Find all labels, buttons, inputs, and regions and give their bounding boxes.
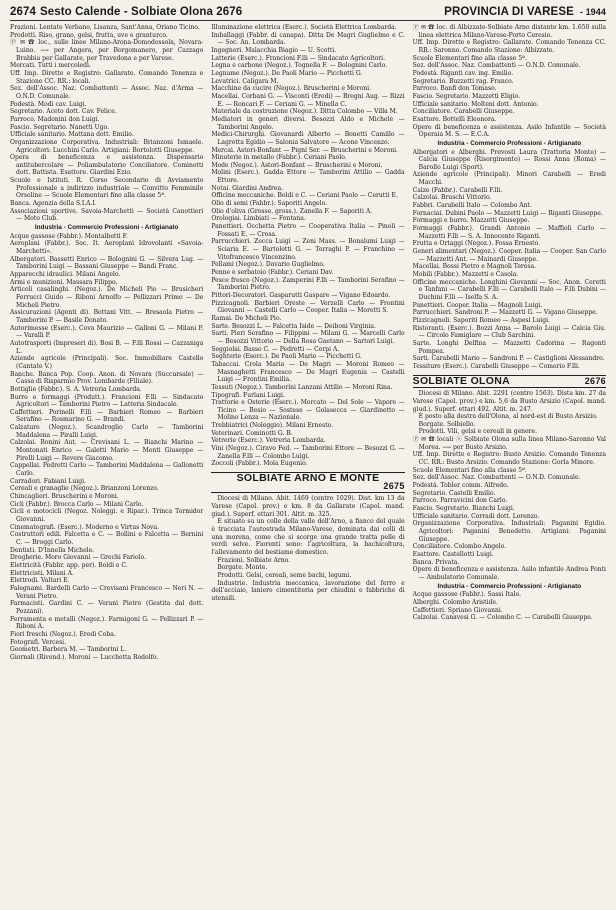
directory-entry: Sez. dell'Assoc. Naz. Combattenti — O.N.D. Comunale. [412,474,581,482]
directory-entry: Levatrici. Caligara M. [211,77,279,85]
directory-entry: Aziende agricole (Principali). Soc. Immobiliare Castello (Cantate V.) [10,355,204,370]
directory-entry: Carradori. Fabiani Luigi. [10,477,86,485]
directory-entry: Trattorie e Osterie (Eserc.). Mercato — Del Sole — Vapore — Ticino — Besio — Sostese — Golasecca — Giardinetto — Molino Lenza — Nazionale. [211,399,405,422]
directory-entry: Olio d'oliva (Grosse. gross.). Zanella F. — Saporiti A. [211,207,373,215]
directory-entry: Illuminazione elettrica (Eserc.). Società Elettrica Lombarda. [211,24,397,31]
town-title: SOLBIATE OLONA [412,374,510,387]
directory-entry: Scuole e Istituti. R. Corso Secondario di Avviamento Professionale a indirizzo industriale — Convitto Femminile Orsoline — Scuole Elementari fino alla classe 5ª. [10,177,204,200]
directory-entry: Articoli casalinghi. (Negoz.). De Micheli Pio — Brusicheri Ferrucci Guido — Riboni Arnolfo — Pellizzari Primo — De Micheli Pietro. [10,286,204,309]
directory-entry: Legname (Negoz.). De Paoli Mario — Picchetti G. [211,69,363,77]
directory-entry: Tessiture (Eserc.). Carabelli Giuseppe — Comerio F.lli. [412,362,580,370]
directory-entry: Sarte. Longhi Delfina — Mazzetti Cadorina — Ragonti Pompea. [412,339,606,355]
directory-entry: Vini (Negoz.). Ciravo Fed. — Tamborini Ettore — Besozzi G. — Zanella F.lli — Colombo Luigi. [211,445,405,460]
directory-entry: Elettricisti. Milani A. [10,569,74,577]
directory-entry: Conciliatore. Carabelli Giuseppe. [412,108,515,116]
directory-entry: Apparecchi idraulici. Milani Angelo. [10,271,121,278]
sesto-calende-trades-cont [211,24,404,468]
header-title: Sesto Calende - Solbiate Olona 2676 [39,6,243,18]
directory-entry: Frazioni. Lentate Verbano, Lisanza, Sant'Anna, Oriano Ticino. [10,24,200,31]
directory-entry: Mercai. Astori-Bonfant — Pigni Ser. — Bruscherini e Moroni. [211,146,398,154]
directory-entry: Parrucchieri. Sandroni P. — Mazzetti G. — Vigano Giuseppe. [412,309,598,317]
section-heading: Industria - Commercio Professioni - Artigianato [34,224,179,232]
directory-entry: Mobili (Fabbr.). Mazzetti e Casola. [412,271,519,278]
directory-entry: Farmacisti. Gardini C. — Verani Pietro (Gestita dal dott. Pezzani). [10,600,204,615]
directory-entry: Imballaggi (Fabbr. di canapa). Ditta De Magri Guglielmo e C. — Soc. An. Lombarda. [211,31,405,47]
directory-entry: Uff. Imp. Dirette e Registro: Gallarate. Comando Tenenza e Stazione CC. RR.: locali. [10,69,204,85]
directory-entry: Geometri. Barbera M. — Tamborini L. [10,646,127,654]
directory-entry: Seggiolai. Basso C. — Pedretti — Cerpi A. [211,345,340,353]
directory-entry: Scuole Elementari fino alla classe 5ª. [412,466,527,474]
directory-entry: Tipografi. Furlani Luigi. [211,391,285,399]
town-number: 2675 [383,480,405,491]
directory-entry: Calzature (Negoz.). Scandroglio Carlo — Tamborini Maddalena — Piralli Luigi. [10,424,204,439]
directory-entry: Fiori freschi (Negoz.). Eredi Coba. [10,630,116,638]
directory-entry: Cappellai. Pedretti Carlo — Tamborini Maddalena — Gallonetti Carlo. [10,462,204,478]
directory-entry: Ingegneri. Malacchia Biagio — U. Scotti. [211,46,337,54]
directory-entry: Acque gassose (Fabbr.). Sassi Italo. [412,591,522,599]
directory-entry: Tessuti (Negoz.). Tamborini Lanzani Attilio — Moroni Rina. [211,383,393,391]
town-prodotti: Prodotti. Vili, gelsi e cereali in genere. [418,428,538,436]
town-heading-solbiate-olona [413,375,606,389]
directory-entry: Podestà. Riganti cav. ing. Emilio. [412,69,514,77]
directory-entry: Macchine da cucire (Negoz.). Bruscherini e Moroni. [211,85,371,93]
directory-entry: Ufficiale sanitario. Mattana dott. Emilio. [10,131,134,139]
directory-entry: Esattore. Bottelli Eleonora. [412,115,497,123]
directory-entry: Chincaglieri. Bruscherini e Moroni. [10,493,119,501]
directory-entry: Officine meccaniche. Boldi e C. — Ceriani Paolo — Cerutti E. [211,192,398,200]
directory-entry: Pittori-Decoratori. Gasparutti Gaspare — Vigano Edoardo. [211,291,391,299]
directory-entry: Opere di beneficenza e assistenza. Asilo Infantile — Società Operaia M. S. — E.C.A. [412,123,606,139]
directory-entry: Formaggi (Fabbr.). Grandi Antonio — Maffioli Carlo — Mazzetti F.lli — S. A. Innocente Riganti. [412,225,606,240]
directory-entry: Fornaciai. Dubini Paolo — Mazzetti Luigi — Riganti Giuseppe. [412,209,603,217]
town-industrie: Industrie. Industria meccanica, lavorazione del ferro e dell'acciaio, laniere cimentiteria per chiudini e fabbriche di utensili. [211,579,405,602]
directory-entry: Olio di semi (Fabbr.). Saporiti Angelo. [211,200,328,208]
directory-entry: Dentisti. D'Innella Michele. [10,546,95,554]
town-number: 2676 [584,375,606,386]
directory-entry: Prodotti. Riso, grano, gelsi, frutta, uve e granturco. [10,31,168,39]
directory-entry: Sarti. Carabelli Mario — Sandroni P. — Castiglioni Alessandro. [412,355,605,363]
directory-entry: Esattore. Castellotti Luigi. [412,550,494,558]
directory-entry: Fotografi. Vercesi. [10,638,67,646]
directory-entry: Organizzazione Corporativa. Industriali: Paganini Egidio. Agricoltori: Paganini Benedetto. Artigiani: Paganini Giuseppe. [412,520,606,543]
directory-entry: Fascio. Segretario. Nanetti Ugo. [10,123,109,131]
directory-entry: Costruttori edili. Falcetta e C. — Bollini e Falcetta — Bernini C. — Broggi Carlo. [10,531,204,546]
directory-entry: Trebbiatrici (Noleggio). Milani Ernesto. [211,422,334,430]
directory-entry: Autotrasporti (Impreseri di). Bosi B. — F.lli Rossi — Cazzaniga L. [10,339,204,355]
directory-entry: Cinematografi. (Eserc.). Moderno e Virtus Nova. [10,523,159,531]
directory-entry: Aeroplani (Fabbr.). Soc. It. Aeroplani Idrovolanti «Savoia-Marchetti». [10,240,204,256]
directory-entry: Macellai. Bossi Pietro e Magnoli Teresa. [412,263,537,271]
directory-entry: Aziende agricole (Principali). Minori Carabelli — Eredi Macchi. [412,171,606,187]
town-frazioni: Frazioni. Solbiate Arno. [217,556,291,564]
directory-entry: Ferramenta e metalli (Negoz.). Farmigoni G. — Pellizzari P. — Riboni A. [10,615,204,631]
directory-entry: Organizzazione Corporativa. Industriali: Brianzoni Ismaele. Agricoltori: Lucchini Carlo. Artigiani: Bortolotti Giuseppe. [10,138,204,154]
directory-entry: Notai. Giardini Andrea. [211,184,284,192]
directory-entry: Ⓟ ✉ ☎ loc., sulle linee Milano-Arona-Domodossola, Novara-Luino. ⟶ per Angera, per Borgomanero, per Cazzago Brabbia per Gallarate, per Travedona e per Varese. [10,39,204,62]
directory-entry: Conciliatore. Colombo Angelo. [412,543,507,551]
sesto-calende-trades [10,233,203,662]
directory-entry: Drogherie. Moro Giovanni — Grechi Fariolo. [10,554,146,562]
directory-entry: Ⓟ ✉ ☎ loc. di Albizzate-Solbiate Arno distante km. 1.650 sulla linea elettrica Milano-Varese-Porto Ceresio. [412,24,606,39]
directory-entry: Opere di beneficenza e assistenza. Asilo infantile Andrea Ponti — Ambulatorio Comunale. [412,566,606,581]
directory-entry: Banca. Agenzia della S.I.A.I. [10,200,97,208]
directory-entry: Elettrodi. Valtari E. [10,577,70,585]
directory-entry: Caffettieri. Spriano Giovanni. [412,606,503,614]
column-1 [10,24,203,910]
directory-entry: Alberghi. Colombo Aristide. [412,598,498,606]
town-description: È posto alla destra dell'Olona, al nord-est di Busto Arsizio. [418,413,598,421]
directory-entry: Ⓟ ✉ ☎ locali ⓢ Solbiate Olona sulla linea Milano-Saronno Val Morea. ⟶ per Busto Arsizio. [412,436,606,451]
town-prodotti: Prodotti. Gelsi, cereali, seme bachi, legumi. [217,571,352,579]
directory-entry: Falegnami. Bardelli Carlo — Crevisani Francesco — Neri N. — Verani Pietro. [10,584,204,600]
directory-entry: Sez. dell'Assoc. Naz. Combattenti — Assoc. Naz. d'Arma — O.N.D. Comunale. [10,85,204,100]
directory-entry: Parroco. Madonini don Luigi. [10,115,100,123]
solbiate-olona-info [413,436,606,581]
directory-entry: Officine meccaniche. Longhini Giovanni — Soc. Anon. Ceretti e Tanfani — Carabelli F.lli — Carabelli Italo — F.lli Dubini — Duchini F.lli — Iselfa S. A. [412,278,606,301]
directory-entry: Legna e carbone (Negoz.). Tognella F. — Bolognini Carlo. [211,62,388,70]
town-borgate: Borgate. Solbiello. [418,420,476,428]
directory-entry: Zoccoli (Fabbr.). Mola Eugenio. [211,460,308,468]
directory-entry: Formaggi e burro. Mazzetti Giuseppe. [412,217,530,225]
directory-entry: Panettieri. Occhetta Pietro — Cooperativa Italia — Pinoli — Fossati E. — Crosa. [211,223,405,238]
town-intro: Diocesi di Milano. Abit. 2291 (centro 1563). Dista km. 27 da Varese (Capol. prov.) e km. 5,6 da Busto Arsizio (Capol. mand. giud.). Superf. ettari 492. Altit. m. 247. [412,390,606,413]
directory-entry: Pesce fresco (Negoz.). Zamperini F.lli — Tamborini Serafino — Tamborini Pietro. [211,276,405,292]
directory-entry: Vetrerie (Eserc.). Vetreria Lombarda. [211,437,326,445]
directory-entry: Segretario. Castelli Emilio. [412,489,496,497]
column-2 [211,24,404,910]
directory-entry: Opera di beneficenza e assistenza. Dispensario antitubercolare — Poliambulatorio Conciliatore. Cominotti dott. Battista. Esattore. Giardini Ezio. [10,154,204,177]
solbiate-olona-trades [413,591,606,622]
header-province [444,6,606,18]
directory-entry: Caffettieri. Porinelli F.lli — Barbieri Romeo — Barbieri Serafino — Rosmarino G. — Brandi. [10,408,204,424]
directory-entry: Ufficiale sanitario. Molteni dott. Antonio. [412,100,539,108]
directory-entry: Ristoranti. (Eserc.). Bozzi Anna — Barolo Luigi — Calcia Giu. — Circolo Famiglare — Club Sarchini. [412,324,606,340]
directory-entry: Generi alimentari (Negoz.). Cooper. Italia — Cooper. San Carlo — Mazzetti Ant. — Mainardi Giuseppe. [412,248,606,263]
directory-entry: Sarte. Besozzi L. — Falcetta Iside — Deiboni Virginia. [211,322,376,330]
directory-entry: Frutta e Ortaggi (Negoz.). Fossa Ernesto. [412,240,541,248]
directory-entry: Veterinari. Cominotti G. B. [211,429,293,437]
directory-entry: Calzolai. Bonini Aut. — Crevisani L. — Bianchi Marino — Montonati Enrico — Galetti Mario — Menti Giuseppe — Pirelli Luigi — Revere Giacomo. [10,439,204,462]
directory-entry: Latterie (Eserc.). Francioni F.lli — Sindacato Agricoltori. [211,54,386,62]
directory-entry: Albergatori. Bassetti Enrico — Bolognini G. — Silvera Lug. — Tamborini Luigi — Bassani Giuseppe — Bandi Franc. [10,255,204,271]
solbiate-arno-info [413,24,606,139]
directory-entry: Cereali e granaglie (Negoz.). Brianzoni Lorenzo. [10,485,159,493]
directory-entry: Parroco. Parravicini don Carlo. [412,497,508,505]
directory-entry: Calzolai. Canavesi G. — Colombo C. — Carabelli Giuseppe. [412,614,593,622]
directory-entry: Mercati. Tutti i mercoledì. [10,62,91,70]
header-year: - 1944 [579,7,606,17]
solbiate-arno-trades [413,149,606,371]
directory-entry: Scuole Elementari fino alla classe 5ª. [412,54,527,62]
directory-entry: Autorimesse (Eserc.). Cova Maurizio — Galloni G. — Milani P. — Varalli P. [10,324,204,340]
town-title: SOLBIATE ARNO E MONTE [236,472,380,485]
directory-entry: Sarti. Pieri Serafino — Filippini — Milani G. — Marcelli Carlo — Besozzi Vittorio — Della Rosa Gaetano — Sartori Luigi. [211,330,405,345]
directory-entry: Elettricità (Fabbr. app. per). Boldi e C. [10,561,128,569]
directory-entry: Macellai. Corbani G. — Visconti (Eredi) — Bregni Aug. — Rizzi E. — Roncari F. — Ceriani G. — Minella C. [211,92,405,108]
directory-entry: Cicli e motocicli (Negoz. Noleggi. e Ripar.). Trinca Tormidor Giovanni. [10,508,204,523]
directory-entry: Albergatori e Alberghi. Prevosti Laura (Trattoria Monte) — Calcia Giuseppe (Risorgimento) — Rossi Anna (Roma) — Barollo Luigi (Sport). [412,148,606,171]
directory-entry: Segretario. Aceto dott. Cav. Felice. [10,108,117,116]
section-heading: Industria - Commercio Professioni - Artigianato [437,582,582,590]
column-3 [413,24,606,910]
town-description: E situato su un colle della valle dell'Arno, a fianco del quale è tracciata l'autostrada Milano-Varese, dominata dai colli di una morena, come che si scorge una grande tratta pelle di verdi selve. Fiorenti sono: l'agricoltura, la bachicoltura, l'allevamento del bestiame domestico. [211,518,405,556]
directory-entry: Minuterie in metallo (Fabbr.). Ceriani Paolo. [211,154,347,162]
sesto-calende-intro [10,24,203,223]
directory-entry: Materiale da costruzione (Negoz.). Ditta Colombo — Villa M. [211,108,398,116]
directory-entry: Podestà. Modi cav. Luigi. [10,100,87,108]
directory-entry: Associazioni sportive. Savoia-Marchetti — Società Canottieri — Moto Club. [10,207,204,223]
directory-entry: Penne e serbatoio (Fabbr.). Ceriani Dav. [211,269,334,276]
directory-entry: Seghterie (Eserc.). De Paoli Mario — Picchetti G. [211,353,362,361]
directory-entry: Mode (Negoz.). Astori-Bonfant — Bruscherini e Moroni. [211,161,383,169]
directory-entry: Panettieri. Cooper. Italia — Magnoli Luigi. [412,301,543,309]
directory-entry: Armi e munizioni. Massara Filippo. [10,278,118,286]
directory-entry: Calzolai. Bruschi Vittorio. [412,194,492,202]
directory-entry: Parroco. Banfi don Tomaso. [412,85,497,93]
town-heading-solbiate-arno [211,472,404,493]
directory-entry: Molini (Eserc.). Gadda Ettore — Tamborini Attilio — Gadda Ettore. [211,169,405,185]
directory-entry: Tabaccai. Crola Maria — De Magri — Moroni Romeo — Masnaghetti Francesco — De Magri Eugenia — Castelli Luigi — Frontini Emilia. [211,360,405,384]
directory-entry: Fascio. Segretario. Bianchi Luigi. [412,505,515,513]
province-title: PROVINCIA DI VARESE [444,6,574,18]
directory-entry: Cicli (Fabbr.). Brocca Carlo — Milani Carlo. [10,500,144,508]
directory-entry: Ramai. De Micheli Pio. [211,314,282,322]
directory-entry: Sez. dell'Assoc. Naz. Combattenti — O.N.D. Comunale. [412,62,581,70]
directory-entry: Banca. Privata. [412,558,460,566]
directory-entry: Banche. Banca Pop. Coop. Anon. di Novara (Succursale) — Cassa di Risparmio Prov. Lombarde (Filiale). [10,370,204,386]
town-borgate: Borgate. Monte. [217,564,268,572]
directory-entry: Pizzicagnoli. Saporiti Romeo — Aspesi Luigi. [412,316,550,324]
section-heading: Industria - Commercio Professioni - Artigianato [437,139,582,147]
directory-entry: Podestà. Tobler comm. Alfredo. [412,482,509,490]
page-number: 2674 [10,6,36,18]
town-intro: Diocesi di Milano. Abit. 1469 (centro 1029). Dist. km 13 da Varese (Capol. prov.) e km. 8 da Gallarate (Capol. mand. giud.). Superf. ettari 301. Altit. m. 325. [211,495,405,518]
directory-entry: Uff. Imp. Dirette e Registro: Busto Arsizio. Comando Tenenza CC. RR.: Busto Arsizio. Comando Stazione: Gorla Minore. [412,451,606,467]
directory-entry: Acque gassose (Fabbr.). Montalbetti F. [10,232,128,240]
directory-entry: Mediatori in generi diversi. Besozzi Aldo e Michele — Tamborini Angelo. [211,115,405,131]
directory-entry: Assicurazioni (Agenti di). Bottani Vitt. — Bresaola Pietro — Tamborini P. — Basile Donato. [10,309,204,324]
directory-entry: Pellami (Negoz.). Davario Guglielmo. [211,261,325,269]
directory-entry: Fabbri. Carabelli Italo — Colombo Ant. [412,202,532,210]
directory-entry: Ufficiale sanitario. Corradi dott. Lorenzo. [412,512,540,520]
directory-entry: Pizzicagnoli. Barbieri Oreste — Verzelli Carlo — Frontini Giovanni — Castelli Carlo — Cooper. Italia — Moretti S. [211,299,405,315]
page-header [10,6,606,21]
directory-entry: Giornali (Rivend.). Moroni — Lucchetta Rodolfo. [10,653,159,661]
directory-entry: Orologiai. Limbiati — Fontana. [211,215,306,223]
directory-entry: Burro e formaggi (Produtt.). Francioni F.lli — Sindacato Agricoltori — Tamborini Pietro — Latteria Sindacale. [10,393,204,409]
directory-entry: Parrucchieri. Zecca Luigi — Zeni Mass. — Bonalumi Luigi — Sciaria E. — Bartolotti G. — Terraghi P. — Franchino — Vitofrancesco Vincenzino. [211,238,405,261]
directory-entry: Calze (Fabbr.). Carabelli F.lli. [412,186,503,194]
directory-entry: Segretario. Buzzetti rag. Franco. [412,77,514,85]
directory-entry: Medici-Chirurghi. Giovanardi Alberto — Bonetti Camillo — Lagrotta Egidio — Salonia Salvatore — Acone Vincenzo. [211,131,405,146]
directory-entry: Uff. Imp. Dirette e Registro: Gallarate. Comando Tenenza CC. RR.: Saronno. Comando Stazione: Albizzate. [412,39,606,54]
directory-entry: Bottiglie (Fabbr.). S. A. Vetreria Lombarda. [10,385,142,393]
directory-entry: Fascio. Segretario. Mazzetti Eligio. [412,92,521,100]
